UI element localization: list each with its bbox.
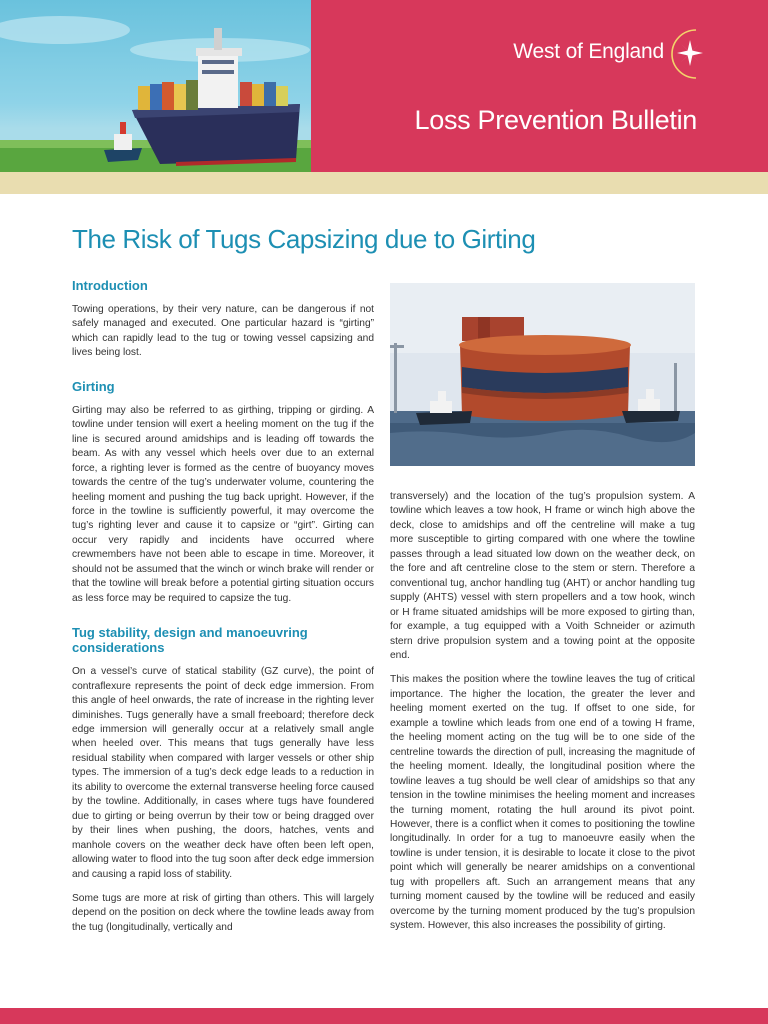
paragraph: transversely) and the location of the tug’s propulsion system. A towline which leaves a tow hook, H frame or winch high above the deck, close to amidships and off the centreline will make a tug more susceptible to girting compared with one where the towline passes through a lead situated low down on the weather deck, on the fore and aft centreline close to the stem or stern. Therefore a conventional tug, anchor handling tug (AHT) or anchor handling tug supply (AHTS) vessel with stern propellers and a tow hook, winch or H frame situated amidships will be more exposed to girting than, for example, a tug equipped with a Voith Schneider or azimuth stern drive propulsion system and a towing point at the opposite end. — [390, 491, 695, 661]
paragraph: This makes the position where the towline leaves the tug of critical importance. The higher the location, the greater the lever and heeling moment exerted on the tug. If offset to one side, for example a towline which leads from one end of a towing H frame, the heeling moment acting on the tug will be to one side of the centreline towards the direction of pull, increasing the magnitude of the heeling moment. Ideally, the longitudinal position where the towline leaves a tug should be well clear of amidships so that any tension in the towline minimises the heeling moment and increases the turning moment, rotating the hull around its pivot point. However, there is a conflict when it comes to positioning the towline longitudinally. In order for a tug to manoeuvre easily when the towline is under tension, it is desirable to locate it close to the pivot point which will generally be nearer amidships on a conventional tug with propellers aft. Such an arrangement means that any turning moment caused by the towline will be reduced and easily overcome by the turning moment produced by the tug’s propulsion system. However, this also increases the possibility of girting. — [390, 674, 695, 932]
bulletin-title: Loss Prevention Bulletin — [414, 105, 697, 135]
paragraph: Towing operations, by their very nature, can be dangerous if not safely managed and executed. One particular hazard is “girting” which can rapidly lead to the tug or towing vessel capsizing and lives being lost. — [72, 304, 374, 359]
paragraph: Girting may also be referred to as girthing, tripping or girding. A towline under tension will exert a heeling moment on the tug if the line is secured around amidships and is leading off towards the beam. As with any vessel which heels over due to an external force, a righting lever is formed as the centre of buoyancy moves towards the centre of the tug’s underwater volume, countering the heeling moment and pushing the tug back upright. However, if the force in the towline is sufficiently powerful, it may overcome the tug’s righting lever and cause it to capsize or “girt”. Girting can occur very rapidly and incidents have occurred where crewmembers have not been able to escape in time. Moreover, it should not be assumed that the winch or winch brake will render or that the towline will break before a potential girting situation occurs as less force may be required to capsize the tug. — [72, 404, 374, 604]
article-title: The Risk of Tugs Capsizing due to Girting — [72, 224, 536, 254]
left-column — [72, 278, 374, 945]
section-heading-girting: Girting — [72, 378, 115, 394]
compass-star-icon — [666, 26, 708, 82]
bulletin-header — [0, 0, 768, 172]
tugs-towing-structure-photo — [390, 283, 695, 466]
right-column — [390, 490, 695, 944]
footer-bar — [0, 1008, 768, 1024]
container-ship-icon — [0, 0, 311, 172]
paragraph: On a vessel’s curve of statical stability (GZ curve), the point of contraflexure represents the point of deck edge immersion. From this angle of heel onwards, the rate of increase in the righting lever diminishes. Tugs generally have a small freeboard; therefore deck edge immersion will generally occur at a relatively small angle when heeled over. This means that tugs generally have less residual stability when compared with larger vessels or other ship types. The immersion of a tug’s deck edge leads to a reduction in its ability to overcome the external transverse heeling force caused by the towline. Additionally, in cases where tugs have foundered due to girting or being overrun by their tow or being dragged over by their lines when pushing, the doors, hatches, vents and manhole covers on the weather deck have often been left open, allowing water to flood into the tug soon after deck edge immersion and causing a rapid loss of stability. — [72, 666, 374, 880]
brand-name: West of England — [513, 40, 664, 63]
paragraph: Some tugs are more at risk of girting than others. This will largely depend on the position on deck where the towline leads away from the tug (longitudinally, vertically and — [72, 892, 374, 933]
section-heading-tug-stability: Tug stability, design and manoeuvring considerations — [72, 625, 308, 656]
header-divider-band — [0, 172, 768, 194]
section-heading-introduction: Introduction — [72, 278, 148, 293]
brand-panel — [311, 0, 768, 172]
